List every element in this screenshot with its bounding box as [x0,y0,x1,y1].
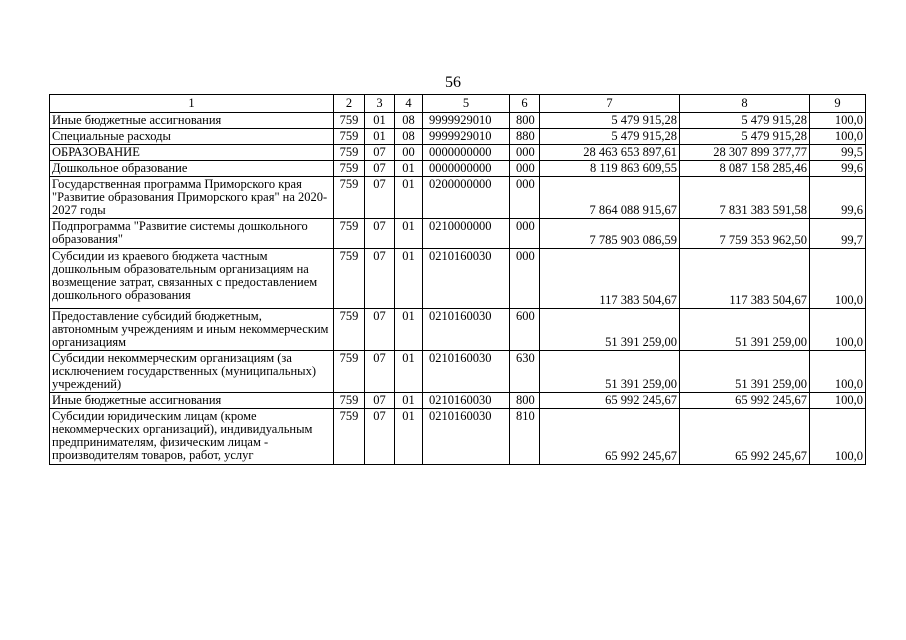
row-code-2: 759 [334,393,365,409]
header-cell: 3 [365,95,395,113]
row-code-5: 0210160030 [423,309,510,351]
row-code-3: 07 [365,351,395,393]
page-number: 56 [445,74,461,91]
header-cell: 6 [510,95,540,113]
row-description: Субсидии из краевого бюджета частным дошкольным образовательным организациям на возмещение затрат, связанных с предоставлением дошкольного образования [50,249,334,309]
row-code-4: 01 [395,309,423,351]
table-row [50,145,866,161]
row-value-7: 7 864 088 915,67 [540,177,680,219]
row-value-7: 8 119 863 609,55 [540,161,680,177]
header-cell: 1 [50,95,334,113]
row-code-3: 01 [365,129,395,145]
budget-table [49,94,866,465]
row-code-6: 000 [510,161,540,177]
header-cell: 4 [395,95,423,113]
row-code-3: 07 [365,309,395,351]
row-description: Субсидии юридическим лицам (кроме некоммерческих организаций), индивидуальным предпринимателям, физическим лицам - производителям товаров, работ, услуг [50,409,334,465]
row-percent-9: 100,0 [810,309,866,351]
row-code-2: 759 [334,113,365,129]
row-percent-9: 100,0 [810,393,866,409]
table-row [50,161,866,177]
row-description: Иные бюджетные ассигнования [50,393,334,409]
header-cell: 5 [423,95,510,113]
row-percent-9: 99,7 [810,219,866,249]
row-code-2: 759 [334,129,365,145]
row-code-3: 07 [365,161,395,177]
row-code-6: 800 [510,393,540,409]
row-code-4: 01 [395,249,423,309]
row-value-8: 5 479 915,28 [680,113,810,129]
row-code-4: 08 [395,129,423,145]
row-percent-9: 100,0 [810,409,866,465]
row-code-5: 9999929010 [423,129,510,145]
row-value-8: 65 992 245,67 [680,393,810,409]
row-code-6: 000 [510,177,540,219]
row-value-7: 28 463 653 897,61 [540,145,680,161]
table-row [50,309,866,351]
row-code-3: 07 [365,145,395,161]
row-code-2: 759 [334,351,365,393]
row-value-8: 51 391 259,00 [680,351,810,393]
table-row [50,219,866,249]
row-value-8: 7 759 353 962,50 [680,219,810,249]
table-row [50,249,866,309]
row-percent-9: 100,0 [810,351,866,393]
header-cell: 2 [334,95,365,113]
row-code-5: 9999929010 [423,113,510,129]
row-code-5: 0000000000 [423,145,510,161]
table-row [50,393,866,409]
row-value-8: 7 831 383 591,58 [680,177,810,219]
header-cell: 7 [540,95,680,113]
row-description: Специальные расходы [50,129,334,145]
row-value-8: 117 383 504,67 [680,249,810,309]
row-code-2: 759 [334,249,365,309]
table-row [50,129,866,145]
row-value-7: 5 479 915,28 [540,113,680,129]
row-code-3: 07 [365,177,395,219]
row-percent-9: 100,0 [810,113,866,129]
row-code-6: 600 [510,309,540,351]
header-cell: 9 [810,95,866,113]
row-code-2: 759 [334,219,365,249]
row-code-6: 880 [510,129,540,145]
row-code-6: 000 [510,145,540,161]
row-code-5: 0000000000 [423,161,510,177]
row-code-6: 800 [510,113,540,129]
row-value-7: 117 383 504,67 [540,249,680,309]
table-row [50,177,866,219]
row-code-3: 07 [365,249,395,309]
row-value-7: 51 391 259,00 [540,309,680,351]
row-code-3: 07 [365,393,395,409]
table-row [50,409,866,465]
table-row [50,351,866,393]
row-code-4: 08 [395,113,423,129]
row-code-4: 00 [395,145,423,161]
row-value-7: 7 785 903 086,59 [540,219,680,249]
row-value-7: 51 391 259,00 [540,351,680,393]
row-description: Иные бюджетные ассигнования [50,113,334,129]
row-value-8: 65 992 245,67 [680,409,810,465]
row-code-5: 0200000000 [423,177,510,219]
row-value-8: 51 391 259,00 [680,309,810,351]
row-code-5: 0210160030 [423,249,510,309]
table-row [50,113,866,129]
row-value-8: 5 479 915,28 [680,129,810,145]
row-value-7: 5 479 915,28 [540,129,680,145]
row-code-3: 07 [365,409,395,465]
row-code-6: 000 [510,249,540,309]
row-code-4: 01 [395,219,423,249]
row-code-5: 0210160030 [423,393,510,409]
row-value-8: 28 307 899 377,77 [680,145,810,161]
row-description: Дошкольное образование [50,161,334,177]
row-code-5: 0210000000 [423,219,510,249]
row-value-8: 8 087 158 285,46 [680,161,810,177]
row-code-2: 759 [334,177,365,219]
row-code-4: 01 [395,161,423,177]
row-code-6: 000 [510,219,540,249]
row-code-6: 810 [510,409,540,465]
row-code-4: 01 [395,409,423,465]
row-code-6: 630 [510,351,540,393]
row-value-7: 65 992 245,67 [540,393,680,409]
row-description: Подпрограмма "Развитие системы дошкольного образования" [50,219,334,249]
header-cell: 8 [680,95,810,113]
row-code-3: 07 [365,219,395,249]
row-percent-9: 100,0 [810,129,866,145]
row-code-4: 01 [395,393,423,409]
row-code-5: 0210160030 [423,351,510,393]
row-code-2: 759 [334,309,365,351]
header-row [50,95,866,113]
row-percent-9: 100,0 [810,249,866,309]
row-code-2: 759 [334,161,365,177]
row-description: Предоставление субсидий бюджетным, автономным учреждениям и иным некоммерческим организациям [50,309,334,351]
row-value-7: 65 992 245,67 [540,409,680,465]
row-code-4: 01 [395,351,423,393]
row-percent-9: 99,5 [810,145,866,161]
row-code-4: 01 [395,177,423,219]
row-percent-9: 99,6 [810,177,866,219]
row-description: ОБРАЗОВАНИЕ [50,145,334,161]
row-description: Государственная программа Приморского края "Развитие образования Приморского края" на 2020-2027 годы [50,177,334,219]
row-code-5: 0210160030 [423,409,510,465]
row-description: Субсидии некоммерческим организациям (за исключением государственных (муниципальных) учреждений) [50,351,334,393]
row-percent-9: 99,6 [810,161,866,177]
row-code-2: 759 [334,145,365,161]
row-code-2: 759 [334,409,365,465]
row-code-3: 01 [365,113,395,129]
